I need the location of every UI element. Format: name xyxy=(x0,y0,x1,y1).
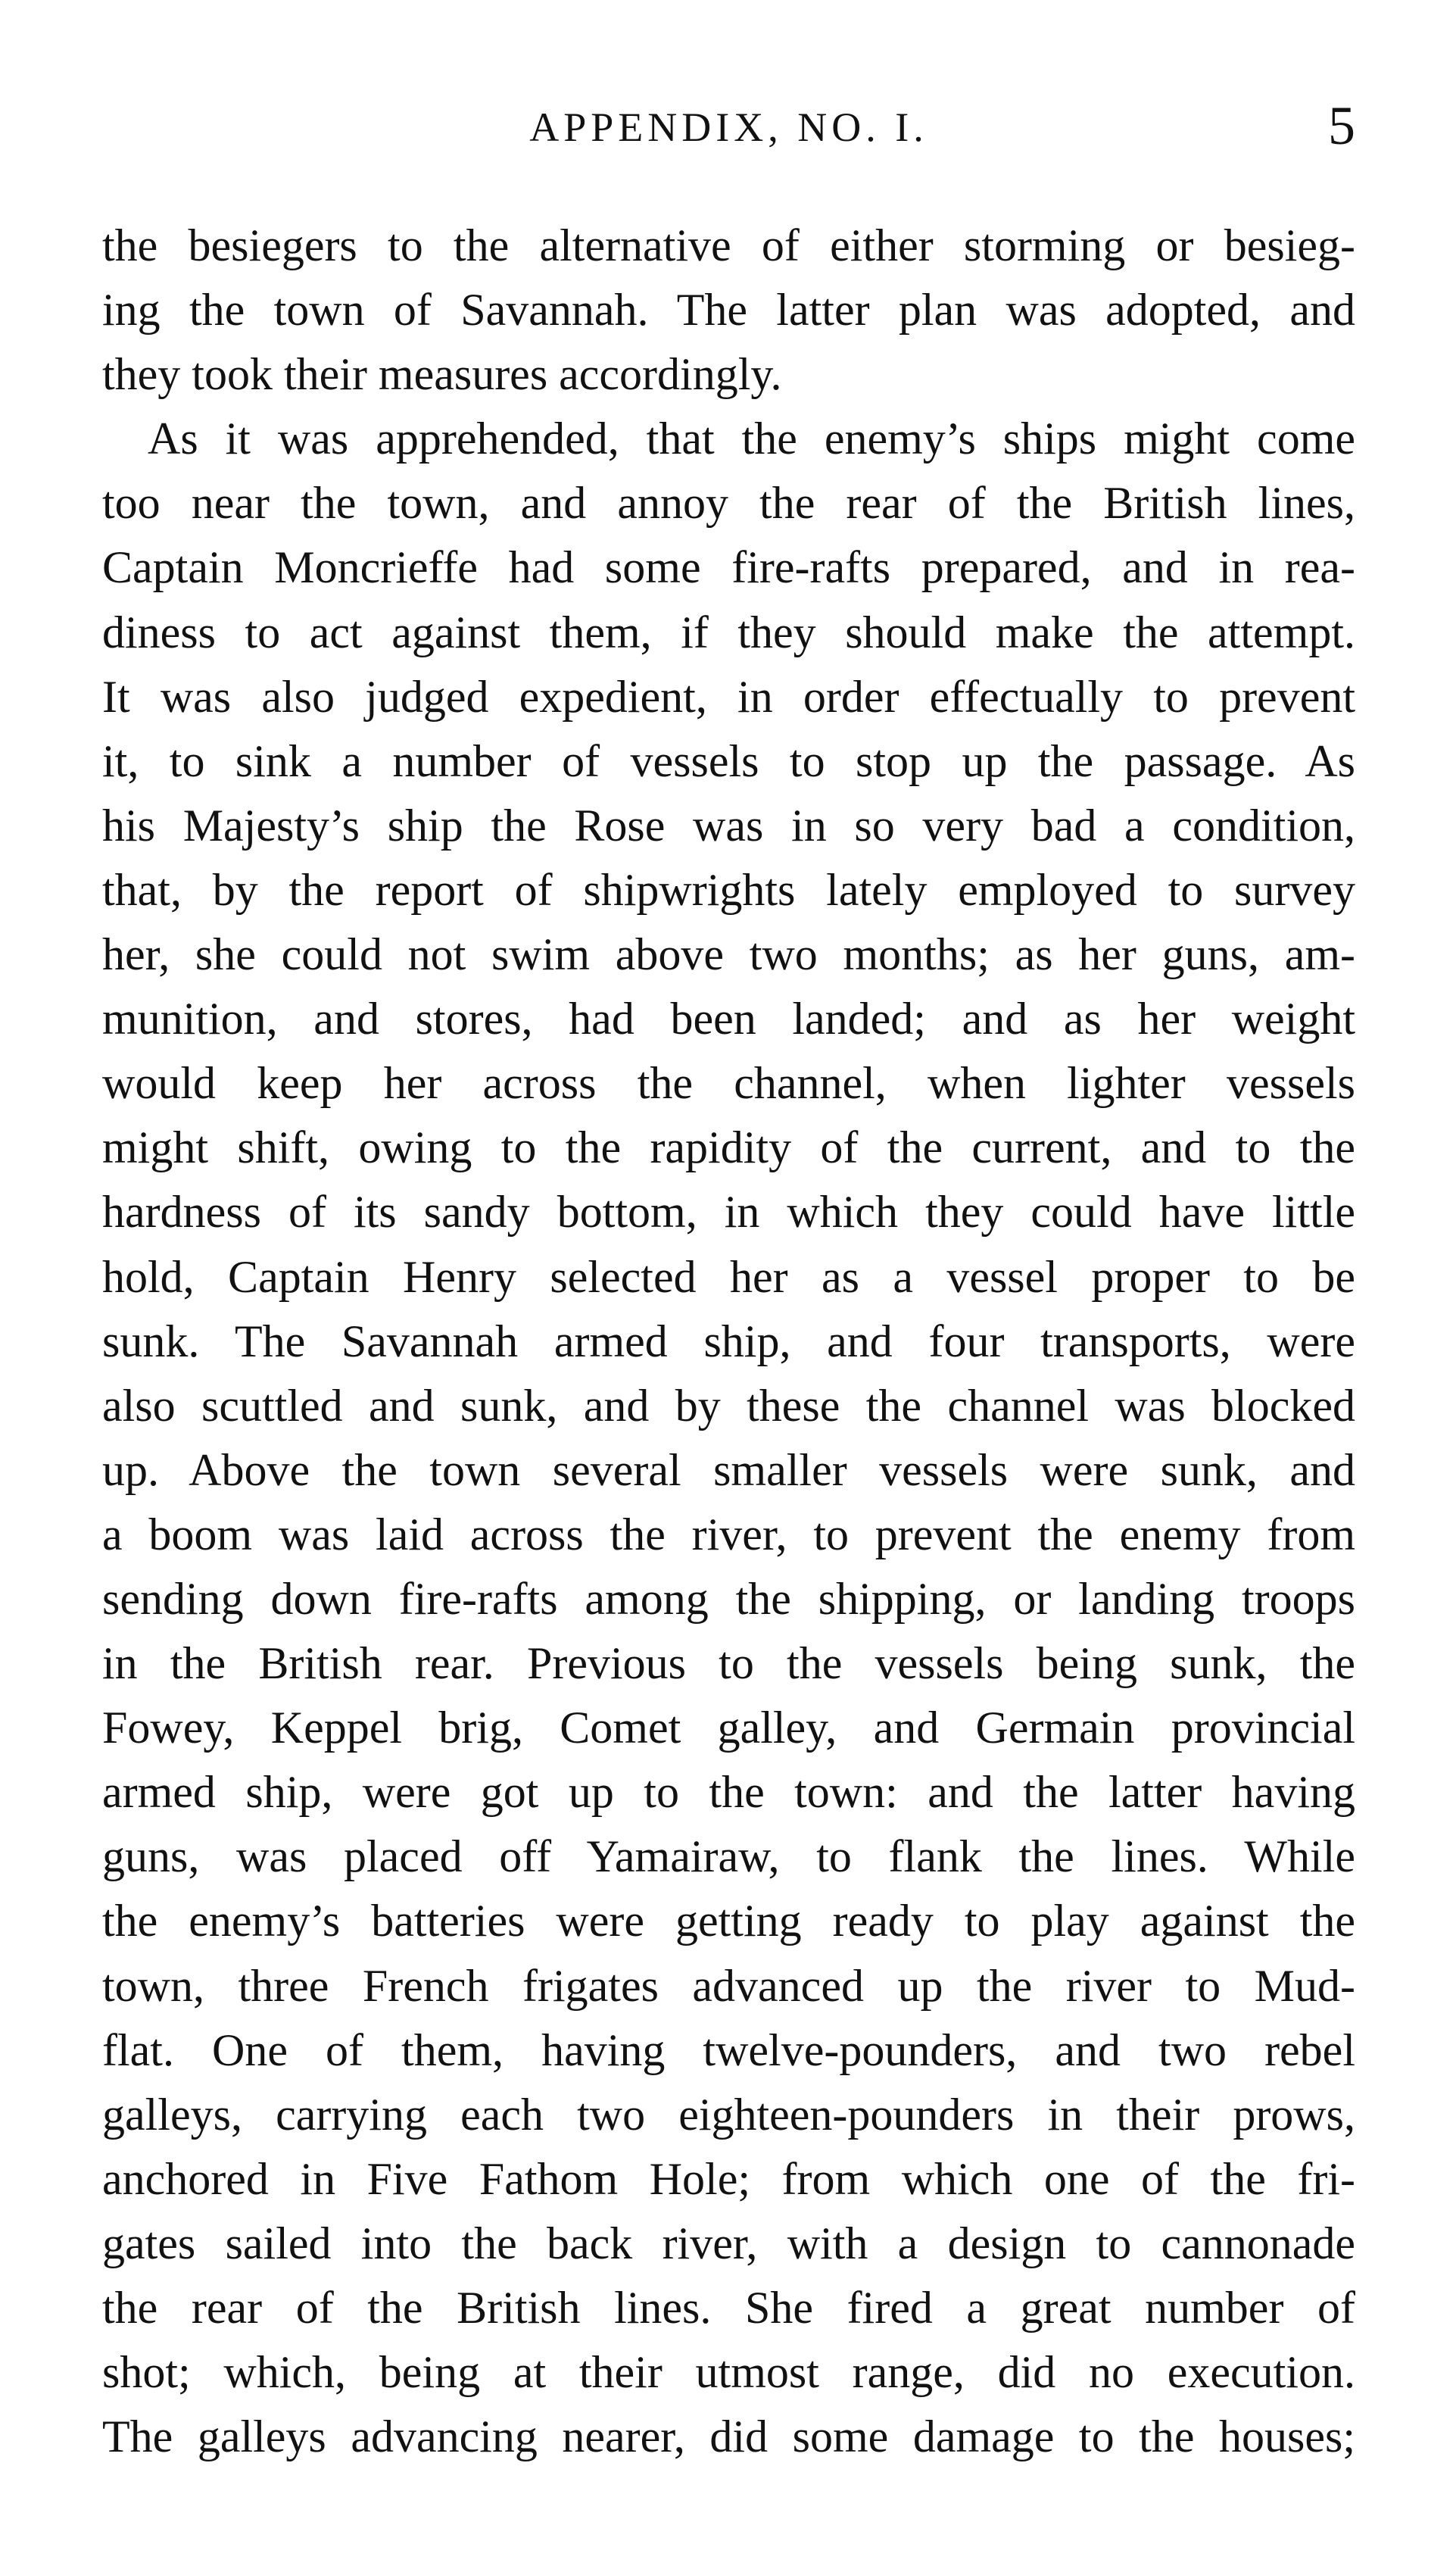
text-line: sending down fire-rafts among the shipping, or landing troops xyxy=(102,1573,1355,1624)
text-line: Fowey, Keppel brig, Comet galley, and Germain provincial xyxy=(102,1703,1355,1753)
text-line: also scuttled and sunk, and by these the channel was blocked xyxy=(102,1380,1355,1431)
text-line: might shift, owing to the rapidity of the current, and to the xyxy=(102,1122,1355,1173)
text-line: hardness of its sandy bottom, in which they could have little xyxy=(102,1187,1355,1238)
text-line: would keep her across the channel, when lighter vessels xyxy=(102,1058,1355,1109)
text-line: the besiegers to the alternative of either storming or besieg- xyxy=(102,220,1355,270)
text-line: shot; which, being at their utmost range, did no execution. xyxy=(102,2347,1355,2398)
text-line: ing the town of Savannah. The latter plan was adopted, and xyxy=(102,285,1355,336)
text-line: it, to sink a number of vessels to stop up the passage. As xyxy=(102,735,1355,786)
text-line: a boom was laid across the river, to prevent the enemy from xyxy=(102,1509,1355,1559)
text-line: As it was apprehended, that the enemy’s ships might come xyxy=(148,414,1355,464)
text-line: guns, was placed off Yamairaw, to flank the lines. While xyxy=(102,1831,1355,1882)
body-text xyxy=(102,214,1355,2469)
text-line: her, she could not swim above two months; as her guns, am- xyxy=(102,929,1355,980)
text-line: The galleys advancing nearer, did some damage to the houses; xyxy=(102,2411,1355,2462)
text-line: sunk. The Savannah armed ship, and four transports, were xyxy=(102,1316,1355,1366)
text-line: galleys, carrying each two eighteen-pounders in their prows, xyxy=(102,2089,1355,2140)
text-line: town, three French frigates advanced up the river to Mud- xyxy=(102,1960,1355,2011)
text-line: his Majesty’s ship the Rose was in so very bad a condition, xyxy=(102,800,1355,851)
text-line: in the British rear. Previous to the vessels being sunk, the xyxy=(102,1638,1355,1689)
running-head-title: APPENDIX, NO. I. xyxy=(529,105,928,150)
text-line: they took their measures accordingly. xyxy=(102,349,782,400)
text-line: armed ship, were got up to the town: and the latter having xyxy=(102,1767,1355,1818)
text-line: anchored in Five Fathom Hole; from which one of the fri- xyxy=(102,2153,1355,2204)
text-line: the enemy’s batteries were getting ready to play against the xyxy=(102,1896,1355,1946)
text-line: diness to act against them, if they should make the attempt. xyxy=(102,607,1355,657)
text-line: flat. One of them, having twelve-pounders, and two rebel xyxy=(102,2024,1355,2075)
running-head xyxy=(102,87,1355,178)
text-line: munition, and stores, had been landed; and as her weight xyxy=(102,994,1355,1044)
text-line: Captain Moncrieffe had some fire-rafts prepared, and in rea- xyxy=(102,542,1355,593)
page-number: 5 xyxy=(1328,95,1355,156)
text-line: the rear of the British lines. She fired a great number of xyxy=(102,2283,1355,2333)
text-line: up. Above the town several smaller vessels were sunk, and xyxy=(102,1444,1355,1495)
text-line: that, by the report of shipwrights lately employed to survey xyxy=(102,864,1355,915)
text-line: gates sailed into the back river, with a design to cannonade xyxy=(102,2218,1355,2268)
text-line: too near the town, and annoy the rear of the British lines, xyxy=(102,478,1355,529)
text-line: hold, Captain Henry selected her as a vessel proper to be xyxy=(102,1251,1355,1302)
text-line: It was also judged expedient, in order effectually to prevent xyxy=(102,671,1355,722)
